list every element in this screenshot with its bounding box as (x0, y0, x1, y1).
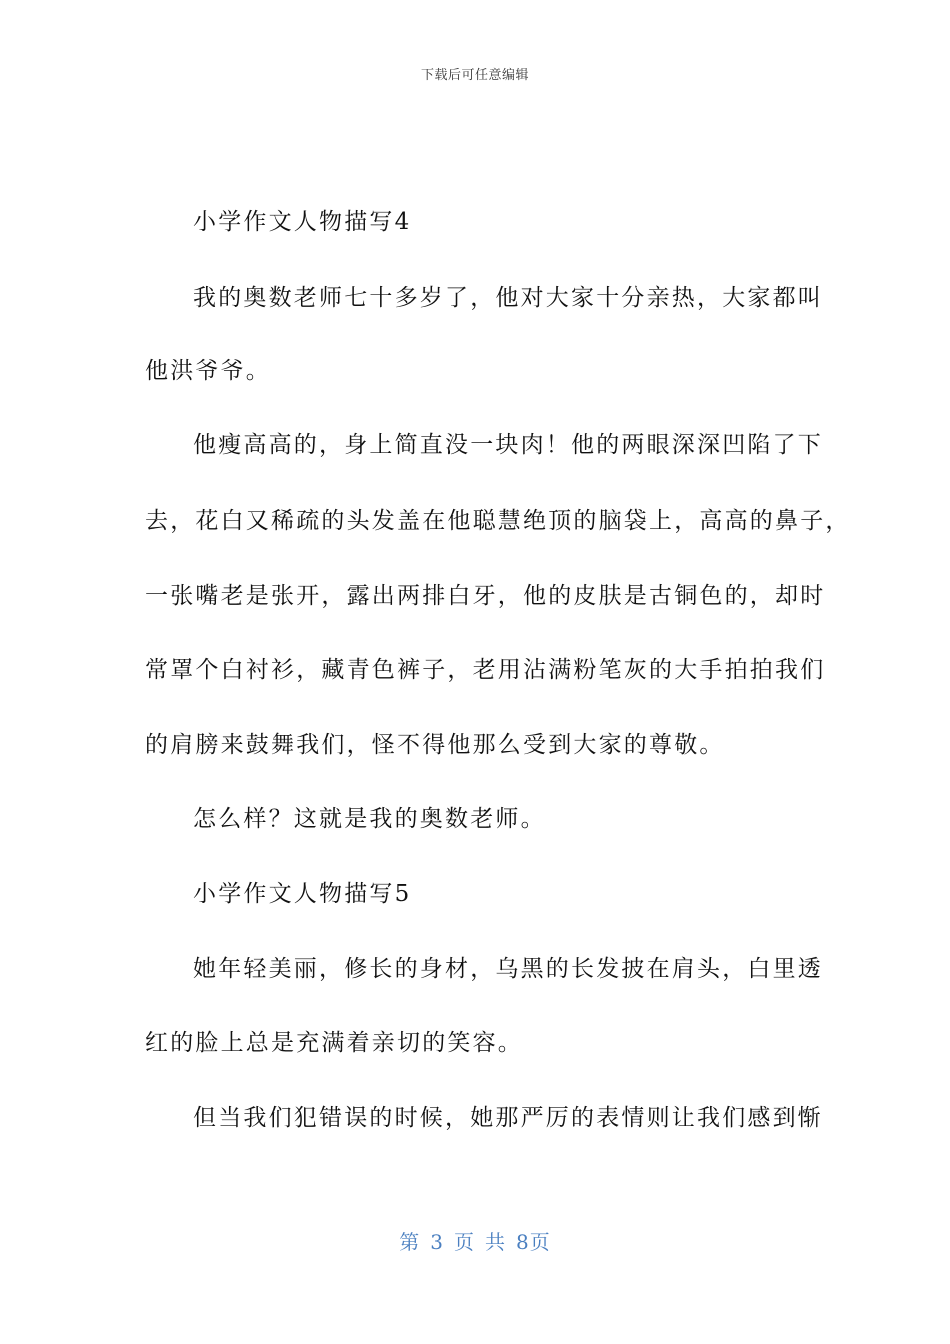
paragraph-line: 一张嘴老是张开，露出两排白牙，他的皮肤是古铜色的，却时 (145, 583, 826, 609)
footer-prefix: 第 (399, 1230, 421, 1254)
paragraph-line: 他瘦高高的，身上简直没一块肉！他的两眼深深凹陷了下 (193, 432, 823, 458)
section-title-5: 小学作文人物描写5 (193, 881, 412, 907)
paragraph-line: 怎么样？这就是我的奥数老师。 (193, 806, 546, 832)
paragraph-line: 常罩个白衬衫，藏青色裤子，老用沾满粉笔灰的大手拍拍我们 (145, 657, 826, 683)
footer-current-page: 3 (430, 1230, 444, 1254)
paragraph-line: 我的奥数老师七十多岁了，他对大家十分亲热，大家都叫 (193, 285, 823, 311)
page-footer (0, 1226, 950, 1255)
paragraph-line: 但当我们犯错误的时候，她那严厉的表情则让我们感到惭 (193, 1105, 823, 1131)
paragraph-line: 红的脸上总是充满着亲切的笑容。 (145, 1030, 523, 1056)
header-note: 下载后可任意编辑 (420, 68, 529, 83)
footer-total-prefix: 共 (485, 1230, 506, 1254)
footer-total-pages: 8页 (516, 1230, 551, 1254)
paragraph-line: 去，花白又稀疏的头发盖在他聪慧绝顶的脑袋上，高高的鼻子， (145, 508, 851, 534)
section-title-4: 小学作文人物描写4 (193, 209, 412, 235)
paragraph-line: 她年轻美丽，修长的身材，乌黑的长发披在肩头，白里透 (193, 956, 823, 982)
paragraph-line: 的肩膀来鼓舞我们，怪不得他那么受到大家的尊敬。 (145, 732, 725, 758)
paragraph-line: 他洪爷爷。 (145, 358, 271, 384)
footer-page-word: 页 (454, 1230, 475, 1254)
